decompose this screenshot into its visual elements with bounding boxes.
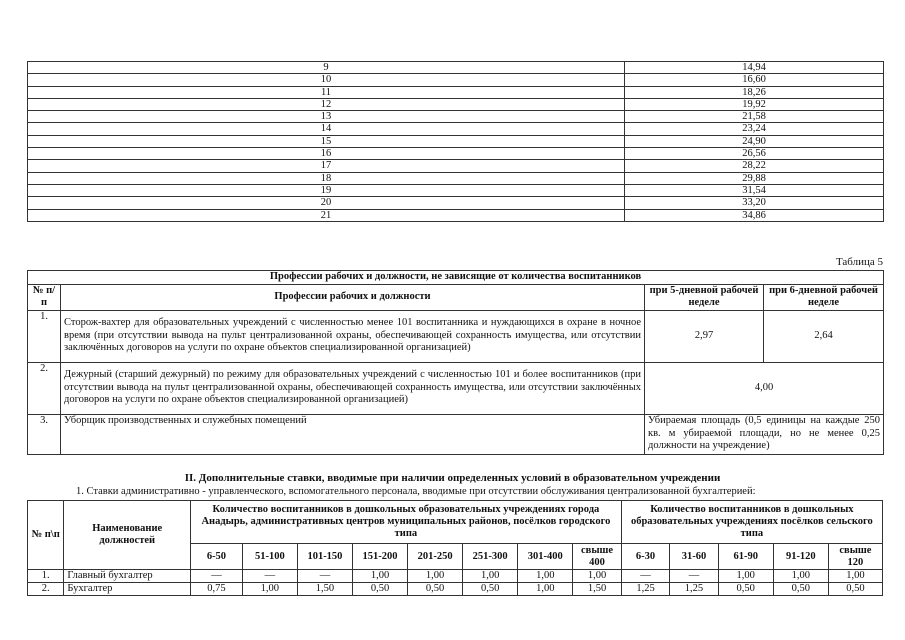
urban-range-header: 301-400 xyxy=(518,544,573,570)
rate-cell: 1,00 xyxy=(408,570,463,583)
rate-cell: 1,00 xyxy=(463,570,518,583)
rural-range-header: 31-60 xyxy=(670,544,718,570)
row-value: 21,58 xyxy=(625,111,884,123)
table-row xyxy=(28,160,884,172)
row-number: 11 xyxy=(28,86,625,98)
header-num: № п\п xyxy=(28,501,64,570)
row-number: 14 xyxy=(28,123,625,135)
table-row xyxy=(28,98,884,110)
table-5-title: Профессии рабочих и должности, не зависящие от количества воспитанников xyxy=(28,271,884,285)
rural-range-header: 91-120 xyxy=(773,544,828,570)
table-row xyxy=(28,86,884,98)
rate-cell: 1,25 xyxy=(670,583,718,596)
rate-cell: 0,50 xyxy=(408,583,463,596)
header-six-day: при 6-дневной рабочей неделе xyxy=(764,284,884,310)
row-number: 20 xyxy=(28,197,625,209)
rate-cell: — xyxy=(621,570,669,583)
row-rate: Убираемая площадь (0,5 единицы на каждые 250 кв. м убираемой площади, но не менее 0,25 должности на учреждение) xyxy=(645,414,884,454)
header-num: № п/п xyxy=(28,284,61,310)
row-value: 34,86 xyxy=(625,209,884,221)
table-row xyxy=(28,74,884,86)
rate-cell: 1,00 xyxy=(573,570,621,583)
row-value: 24,90 xyxy=(625,135,884,147)
row-number: 13 xyxy=(28,111,625,123)
table-row xyxy=(28,111,884,123)
rate-cell: 0,50 xyxy=(463,583,518,596)
row-profession: Сторож-вахтер для образовательных учреждений с численностью менее 101 воспитанника и нуждающихся в охране в ночное время (при отсутствии вывода на пульт централизованной охраны, обеспечивающей сохранность имущества, или отсутствии заключённых договоров на услуги по охране объектов специализированной организацией) xyxy=(61,310,645,362)
row-profession: Уборщик производственных и служебных помещений xyxy=(61,414,645,454)
urban-range-header: 101-150 xyxy=(297,544,352,570)
header-rural: Количество воспитанников в дошкольных образовательных учреждениях посёлков сельского типа xyxy=(621,501,882,544)
urban-range-header: 151-200 xyxy=(352,544,407,570)
row-number: 10 xyxy=(28,74,625,86)
table-row xyxy=(28,570,883,583)
table-row xyxy=(28,209,884,221)
row-value: 18,26 xyxy=(625,86,884,98)
rate-cell: 1,00 xyxy=(773,570,828,583)
rate-cell: 1,00 xyxy=(718,570,773,583)
rate-cell: 1,00 xyxy=(518,583,573,596)
rate-cell: 0,50 xyxy=(773,583,828,596)
urban-range-header: 201-250 xyxy=(408,544,463,570)
row-position-name: Бухгалтер xyxy=(64,583,191,596)
section-2-heading: II. Дополнительные ставки, вводимые при наличии определенных условий в образовательном учреждении xyxy=(184,472,721,484)
row-number: 12 xyxy=(28,98,625,110)
rate-cell: — xyxy=(242,570,297,583)
row-num: 2. xyxy=(28,583,64,596)
table-5 xyxy=(27,270,884,455)
rate-cell: 1,00 xyxy=(518,570,573,583)
header-urban: Количество воспитанников в дошкольных образовательных учреждениях города Анадырь, административных центров муниципальных районов, посёлков городского типа xyxy=(191,501,622,544)
rate-cell: 1,50 xyxy=(297,583,352,596)
row-value: 16,60 xyxy=(625,74,884,86)
rate-cell: — xyxy=(191,570,243,583)
row-num: 3. xyxy=(28,414,61,454)
rate-cell: 0,75 xyxy=(191,583,243,596)
urban-range-header: 251-300 xyxy=(463,544,518,570)
rural-range-header: 61-90 xyxy=(718,544,773,570)
row-rate-six: 2,64 xyxy=(764,310,884,362)
rate-cell: 1,50 xyxy=(573,583,621,596)
urban-range-header: 51-100 xyxy=(242,544,297,570)
table-row xyxy=(28,172,884,184)
table-row xyxy=(28,123,884,135)
rate-cell: 0,50 xyxy=(352,583,407,596)
row-value: 29,88 xyxy=(625,172,884,184)
row-number: 15 xyxy=(28,135,625,147)
row-profession: Дежурный (старший дежурный) по режиму для образовательных учреждений с численностью 101 и более воспитанников (при отсутствии вывода на пульт централизованной охраны, обеспечивающей сохранность имущества, или отсутствии заключённых договоров на услуги по охране объектов специализированной организацией) xyxy=(61,362,645,414)
rate-cell: 1,00 xyxy=(828,570,882,583)
row-number: 19 xyxy=(28,184,625,196)
row-value: 26,56 xyxy=(625,148,884,160)
table-row xyxy=(28,148,884,160)
urban-range-header: 6-50 xyxy=(191,544,243,570)
row-rate: 4,00 xyxy=(645,362,884,414)
row-rate-five: 2,97 xyxy=(645,310,764,362)
row-number: 17 xyxy=(28,160,625,172)
header-name: Наименование должностей xyxy=(64,501,191,570)
rate-cell: 1,00 xyxy=(242,583,297,596)
rate-cell: — xyxy=(297,570,352,583)
rate-cell: — xyxy=(670,570,718,583)
row-num: 1. xyxy=(28,310,61,362)
header-profession: Профессии рабочих и должности xyxy=(61,284,645,310)
header-five-day: при 5-дневной рабочей неделе xyxy=(645,284,764,310)
row-value: 31,54 xyxy=(625,184,884,196)
rates-continuation-table xyxy=(27,61,884,222)
accounting-staff-table xyxy=(27,500,883,596)
rural-range-header: 6-30 xyxy=(621,544,669,570)
rate-cell: 0,50 xyxy=(718,583,773,596)
table-row xyxy=(28,583,883,596)
section-2-subheading: 1. Ставки административно - управленческого, вспомогательного персонала, вводимые при отсутствии обслуживания централизованной бухгалтерией: xyxy=(76,486,756,497)
rate-cell: 1,25 xyxy=(621,583,669,596)
rate-cell: 0,50 xyxy=(828,583,882,596)
table-row xyxy=(28,184,884,196)
row-position-name: Главный бухгалтер xyxy=(64,570,191,583)
row-value: 19,92 xyxy=(625,98,884,110)
row-num: 1. xyxy=(28,570,64,583)
table-row xyxy=(28,135,884,147)
row-number: 16 xyxy=(28,148,625,160)
row-value: 23,24 xyxy=(625,123,884,135)
row-value: 33,20 xyxy=(625,197,884,209)
table-row xyxy=(28,197,884,209)
row-value: 14,94 xyxy=(625,62,884,74)
table-row xyxy=(28,62,884,74)
row-number: 21 xyxy=(28,209,625,221)
rate-cell: 1,00 xyxy=(352,570,407,583)
table-5-caption: Таблица 5 xyxy=(835,256,883,268)
row-number: 9 xyxy=(28,62,625,74)
row-value: 28,22 xyxy=(625,160,884,172)
urban-range-header: свыше 400 xyxy=(573,544,621,570)
row-number: 18 xyxy=(28,172,625,184)
rural-range-header: свыше 120 xyxy=(828,544,882,570)
row-num: 2. xyxy=(28,362,61,414)
